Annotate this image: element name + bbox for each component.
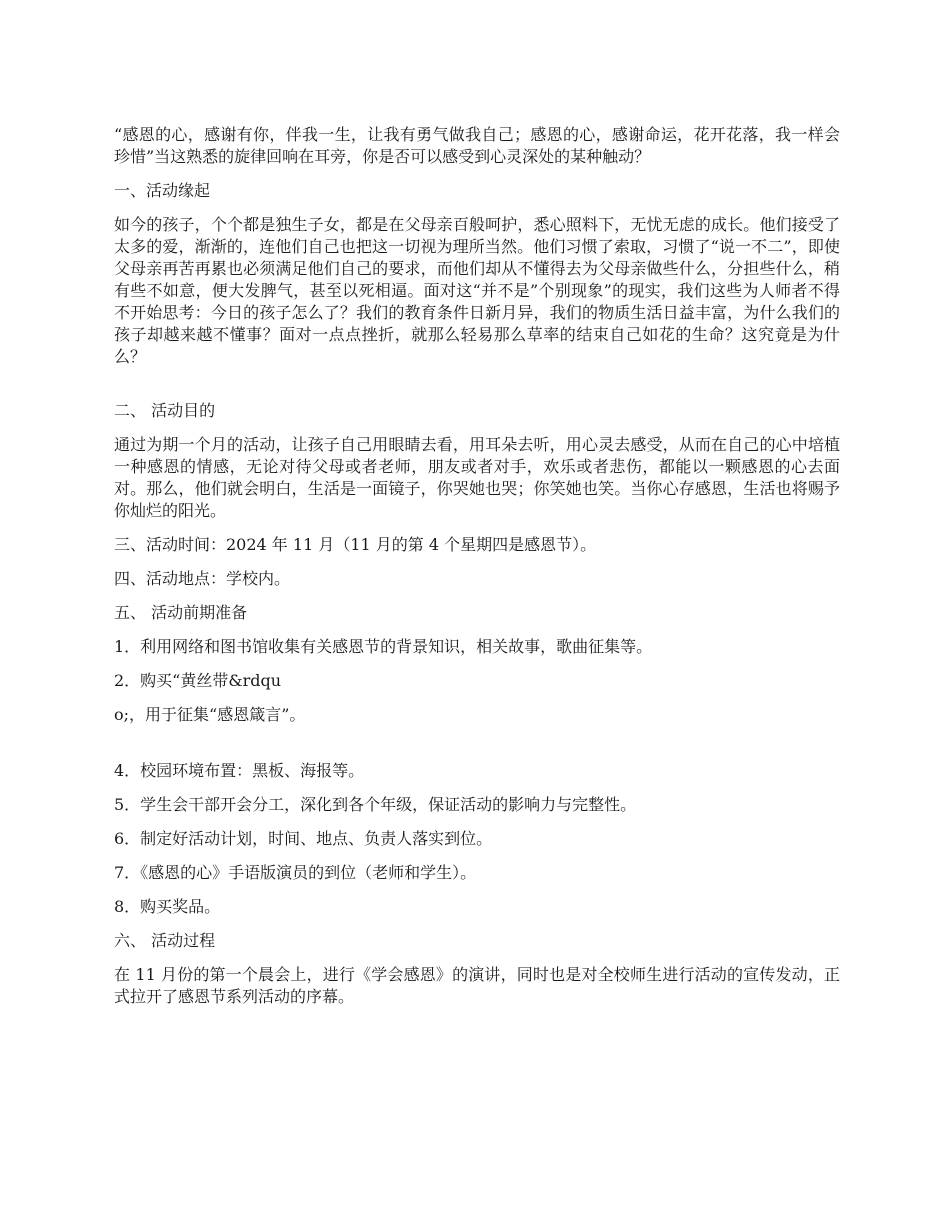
document-page — [114, 124, 840, 1020]
intro-paragraph: “感恩的心，感谢有你，伴我一生，让我有勇气做我自己；感恩的心，感谢命运，花开花落，我一样会珍惜”当这熟悉的旋律回响在耳旁，你是否可以感受到心灵深处的某种触动？ — [114, 125, 840, 166]
section-6-heading: 六、 活动过程 — [114, 931, 216, 950]
prep-item-6: 6．制定好活动计划，时间、地点、负责人落实到位。 — [114, 829, 493, 848]
section-2-body: 通过为期一个月的活动，让孩子自己用眼睛去看，用耳朵去听，用心灵去感受，从而在自己的心中培植一种感恩的情感，无论对待父母或者老师，朋友或者对手，欢乐或者悲伤，都能以一颗感恩的心去面对。那么，他们就会明白，生活是一面镜子，你哭她也哭；你笑她也笑。当你心存感恩，生活也将赐予你灿烂的阳光。 — [114, 435, 840, 520]
section-5-heading: 五、 活动前期准备 — [114, 603, 248, 622]
section-6-body: 在 11 月份的第一个晨会上，进行《学会感恩》的演讲，同时也是对全校师生进行活动的宣传发动，正式拉开了感恩节系列活动的序幕。 — [114, 965, 840, 1006]
prep-item-5: 5．学生会干部开会分工，深化到各个年级，保证活动的影响力与完整性。 — [114, 795, 637, 814]
prep-item-2-line-2: o;，用于征集“感恩箴言”。 — [114, 705, 306, 724]
section-1-heading: 一、活动缘起 — [114, 181, 211, 200]
prep-item-4: 4．校园环境布置：黑板、海报等。 — [114, 761, 365, 780]
prep-item-8: 8．购买奖品。 — [114, 897, 221, 916]
section-3-time: 三、活动时间：2024 年 11 月（11 月的第 4 个星期四是感恩节）。 — [114, 535, 597, 554]
section-2-heading: 二、 活动目的 — [114, 401, 216, 420]
prep-item-7: 7．《感恩的心》手语版演员的到位（老师和学生）。 — [114, 863, 477, 882]
section-4-location: 四、活动地点：学校内。 — [114, 569, 291, 588]
prep-item-2-line-1: 2．购买“黄丝带&rdqu — [114, 671, 282, 690]
section-1-body: 如今的孩子，个个都是独生子女，都是在父母亲百般呵护，悉心照料下，无忧无虑的成长。他们接受了太多的爱，渐渐的，连他们自己也把这一切视为理所当然。他们习惯了索取，习惯了“说一不二”，即使父母亲再苦再累也必须满足他们自己的要求，而他们却从不懂得去为父母亲做些什么，分担些什么，稍有些不如意，便大发脾气，甚至以死相逼。面对这“并不是”个别现象”的现实，我们这些为人师者不得不开始思考：今日的孩子怎么了？我们的教育条件日新月异，我们的物质生活日益丰富，为什么我们的孩子却越来越不懂事？面对一点点挫折，就那么轻易那么草率的结束自己如花的生命？这究竟是为什么？ — [114, 215, 840, 366]
prep-item-1: 1．利用网络和图书馆收集有关感恩节的背景知识，相关故事，歌曲征集等。 — [114, 637, 653, 656]
